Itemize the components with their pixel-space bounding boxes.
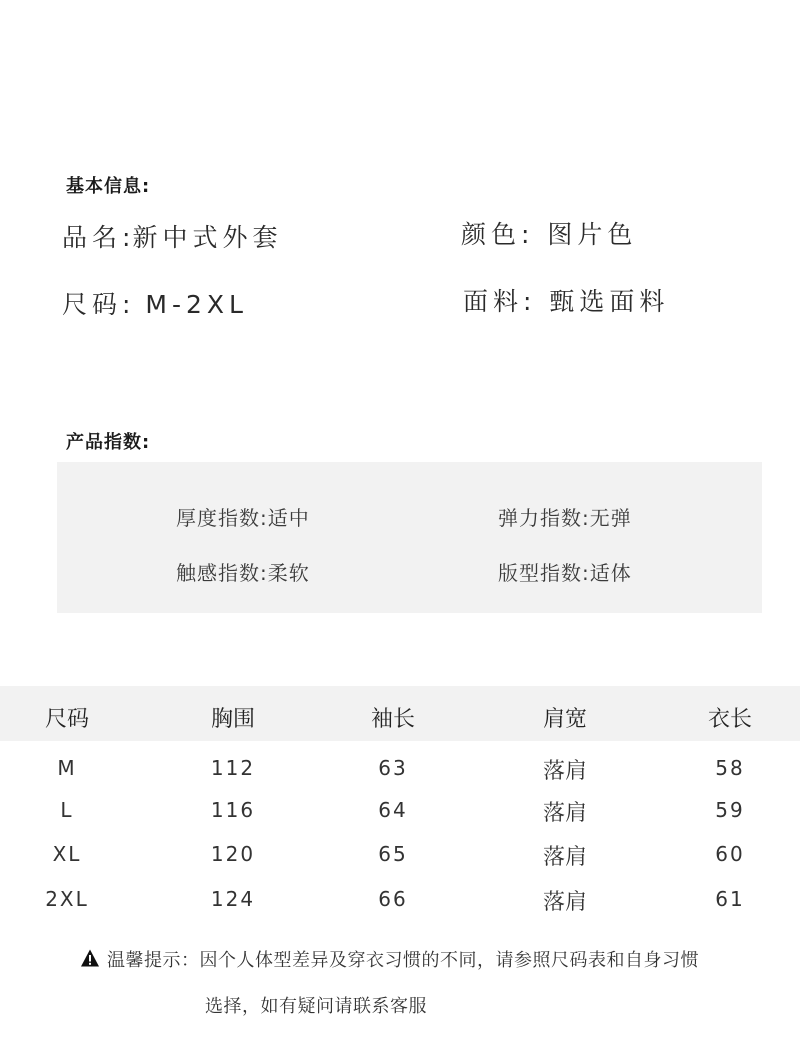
product-name-label: 品名 bbox=[62, 223, 123, 252]
size-range-label: 尺码 bbox=[62, 290, 123, 319]
notice-line-1: 温馨提示：因个人体型差异及穿衣习惯的不同，请参照尺码表和自身习惯 bbox=[107, 950, 699, 971]
product-name-row bbox=[62, 218, 282, 254]
table-cell-length: 58 bbox=[715, 756, 745, 780]
table-cell-shoulder: 落肩 bbox=[542, 890, 588, 915]
size-range-value: M-2XL bbox=[145, 290, 248, 319]
table-cell-size: M bbox=[57, 756, 77, 780]
color-value: 图片色 bbox=[547, 220, 638, 249]
color-label: 颜色: bbox=[461, 220, 535, 249]
table-cell-size: XL bbox=[52, 842, 82, 866]
index-thickness-value: 适中 bbox=[267, 506, 310, 530]
table-cell-sleeve: 64 bbox=[378, 798, 408, 822]
fabric-label: 面料: bbox=[463, 287, 537, 316]
table-cell-size: L bbox=[60, 798, 74, 822]
index-fit bbox=[498, 557, 632, 586]
product-name-value: 新中式外套 bbox=[132, 223, 283, 252]
index-elasticity-label: 弹力指数: bbox=[498, 506, 590, 530]
fabric-value: 甄选面料 bbox=[549, 287, 670, 316]
table-cell-chest: 112 bbox=[210, 756, 256, 780]
product-index-panel bbox=[57, 462, 762, 613]
table-cell-shoulder: 落肩 bbox=[542, 801, 588, 826]
index-fit-value: 适体 bbox=[589, 561, 632, 585]
table-cell-length: 61 bbox=[715, 887, 745, 911]
color-row bbox=[461, 215, 637, 251]
index-touch bbox=[176, 557, 310, 586]
warning-triangle-icon bbox=[80, 948, 100, 968]
index-elasticity bbox=[498, 502, 632, 531]
table-cell-chest: 124 bbox=[210, 887, 256, 911]
size-range-row bbox=[62, 285, 248, 321]
table-cell-chest: 116 bbox=[210, 798, 256, 822]
table-cell-chest: 120 bbox=[210, 842, 256, 866]
table-cell-shoulder: 落肩 bbox=[542, 845, 588, 870]
table-cell-size: 2XL bbox=[45, 887, 89, 911]
header-sleeve: 袖长 bbox=[370, 707, 416, 732]
header-shoulder: 肩宽 bbox=[542, 707, 588, 732]
index-thickness-label: 厚度指数: bbox=[176, 506, 268, 530]
notice-line-2: 选择，如有疑问请联系客服 bbox=[205, 996, 427, 1017]
header-length: 衣长 bbox=[707, 707, 753, 732]
table-cell-sleeve: 63 bbox=[378, 756, 408, 780]
table-cell-sleeve: 65 bbox=[378, 842, 408, 866]
index-elasticity-value: 无弹 bbox=[589, 506, 632, 530]
table-cell-shoulder: 落肩 bbox=[542, 759, 588, 784]
fabric-row bbox=[463, 282, 669, 318]
header-chest: 胸围 bbox=[210, 707, 256, 732]
header-size: 尺码 bbox=[44, 707, 90, 732]
table-cell-length: 60 bbox=[715, 842, 745, 866]
product-name-separator: : bbox=[122, 223, 133, 252]
basic-info-heading: 基本信息: bbox=[66, 176, 151, 197]
index-fit-label: 版型指数: bbox=[498, 561, 590, 585]
index-touch-label: 触感指数: bbox=[176, 561, 268, 585]
product-index-heading: 产品指数: bbox=[66, 432, 151, 453]
size-range-separator: : bbox=[122, 290, 133, 319]
index-thickness bbox=[176, 502, 310, 531]
table-cell-length: 59 bbox=[715, 798, 745, 822]
table-cell-sleeve: 66 bbox=[378, 887, 408, 911]
index-touch-value: 柔软 bbox=[267, 561, 310, 585]
